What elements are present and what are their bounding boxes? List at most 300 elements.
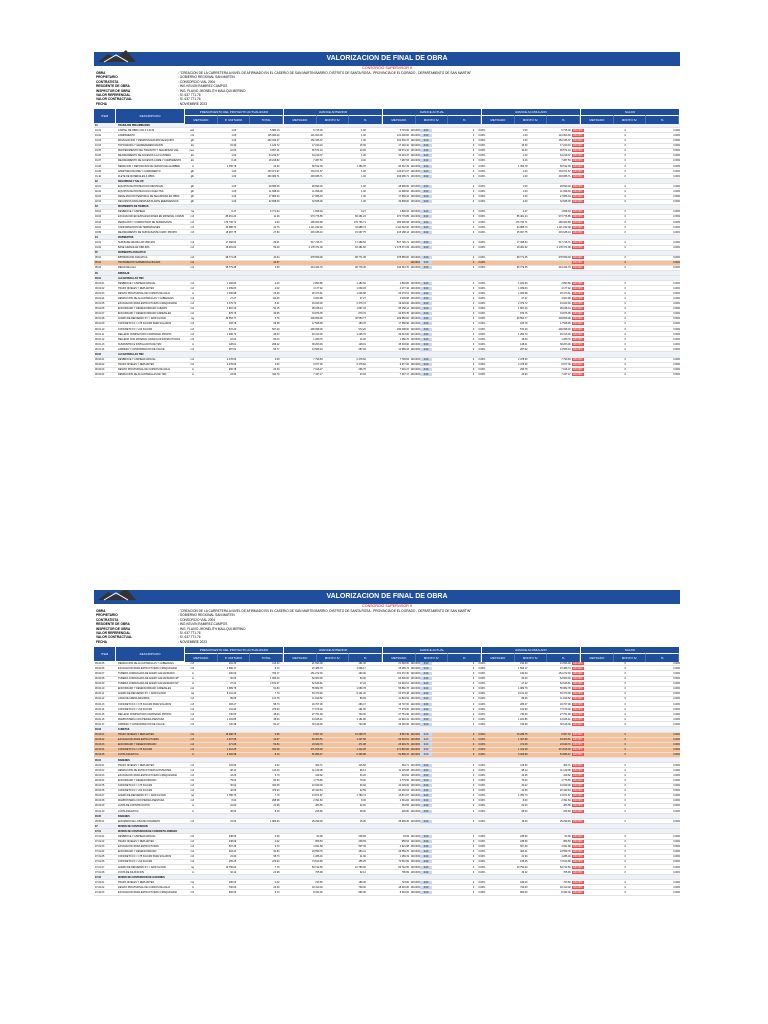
cell-curr-amount: 0 — [472, 671, 475, 675]
cell-prev-metrado: 89.69 — [359, 697, 366, 701]
cell-prev-pct: 100.00% — [410, 266, 421, 270]
cell-prev-metrado: 700.00 — [358, 885, 366, 889]
cell-bal-pct: 0.00% — [673, 753, 680, 757]
cell-prev-metrado: 23.93 — [359, 373, 366, 377]
cell-prev-amount: 9 977.00 — [399, 363, 410, 367]
cell-prev-metrado: 155.25 — [358, 860, 366, 864]
cell-description: ACERO DE REFUERZO FY = 4200 KG/CM2 — [118, 317, 166, 321]
cell-unit: m — [192, 677, 194, 681]
cell-unit: m — [192, 682, 194, 686]
header-subcol: % — [547, 653, 580, 662]
cell-curr-amount: 0 — [472, 144, 475, 148]
cell-curr-pct: 0.00% — [478, 687, 486, 691]
cell-curr-metrado: 0.00 — [420, 159, 432, 162]
cell-metrado: 32.12 — [230, 870, 237, 874]
cell-item: 06.04.04 — [95, 778, 105, 782]
cell-metrado: 2 478.60 — [226, 363, 237, 367]
cell-bal-pct: 0.00% — [673, 139, 681, 143]
cell-prev-amount: 44 946.41 — [398, 717, 410, 721]
cell-prev-metrado: 2 478.60 — [356, 363, 366, 367]
cell-curr-metrado: 0.00 — [420, 789, 432, 792]
cell-curr-amount: 0 — [472, 809, 475, 813]
cell-acc-amount: 7 287.53 — [561, 159, 571, 163]
cell-bal-metrado: 0 — [624, 149, 626, 153]
cell-unit: m2 — [190, 778, 194, 782]
meta-value: : "CREACION DE LA CARRETERA A NIVEL DE AFIRMADO EN EL CASERIO DE SAN MARTIN BARRIO, DISTRITO DE SANTA ROSA - PROVINCIA DE EL DORADO - DEPARTAMENTO DE SAN MARTIN" — [178, 71, 472, 75]
cell-unit-price: 51.84 — [273, 687, 280, 691]
cell-item: 02.02 — [95, 190, 101, 194]
company-logo-icon — [96, 46, 138, 64]
cell-description: JUNTA DE DILATACION — [118, 870, 145, 874]
cell-prev-pct: 100.00% — [410, 860, 421, 864]
cell-total: 16 707.00 — [311, 702, 323, 706]
cell-acc-pct: 100.00% — [572, 286, 583, 290]
meta-key: CONTRATISTA — [96, 617, 119, 622]
cell-metrado: 98 771.45 — [225, 256, 237, 260]
header-subcol: % — [448, 653, 481, 662]
cell-curr-pct: 0.00% — [478, 865, 486, 869]
cell-acc-pct: 100.00% — [572, 799, 583, 803]
cell-curr-amount: 0 — [472, 256, 475, 260]
cell-item: 06.04.08 — [95, 799, 105, 803]
cell-curr-amount: 0 — [472, 139, 475, 143]
cell-curr-amount: 0 — [472, 246, 475, 250]
cell-curr-pct: 0.00% — [478, 337, 486, 341]
cell-acc-pct: 100.00% — [572, 149, 583, 153]
cell-bal-metrado: 0 — [624, 281, 626, 285]
cell-prev-amount: 23 949.70 — [398, 743, 410, 747]
cell-metrado: 860.00 — [228, 891, 237, 895]
header-group-title: AVANCE ANTERIOR — [284, 647, 382, 653]
cell-curr-amount: 0 — [472, 317, 475, 321]
cell-description: DEMOLICION DE ESTRUCTURAS EXISTENTES — [118, 768, 172, 772]
cell-bal-pct: 0.00% — [673, 870, 680, 874]
cell-curr-pct: 0.00% — [478, 261, 486, 265]
cell-bal-metrado: 0 — [624, 870, 626, 874]
cell-curr-pct: 0.00% — [478, 773, 486, 777]
cell-curr-amount: 0 — [472, 768, 475, 772]
cell-metrado: 16.00 — [230, 337, 237, 341]
cell-prev-metrado: 27.22 — [359, 682, 366, 686]
cell-prev-amount: 51 896.47 — [398, 753, 410, 757]
cell-prev-pct: 100.00% — [410, 717, 421, 721]
cell-prev-amount: 48 690.00 — [398, 184, 410, 188]
cell-acc-metrado: 21.90 — [521, 855, 528, 859]
cell-bal-metrado: 0 — [624, 240, 626, 244]
cell-description: TUBERIA CORRUGADA DE ACERO GALVANIZADO 48" — [118, 677, 179, 681]
cell-curr-metrado: 0.00 — [420, 261, 432, 264]
cell-item: 06.02.16 — [95, 717, 105, 721]
cell-unit-price: 9.70 — [274, 845, 280, 849]
cell-prev-metrado: 30.02 — [359, 784, 366, 788]
cell-bal-pct: 0.00% — [673, 860, 680, 864]
cell-bal-pct: 0.00% — [673, 789, 680, 793]
cell-item: 06.01.10 — [95, 327, 105, 331]
cell-unit-price: 10.04 — [273, 256, 280, 260]
cell-acc-amount: 93.09 — [564, 834, 571, 838]
page-1-subtitle: CONSORCIO SUPERVISOR II — [362, 66, 412, 70]
cell-prev-amount: 705.99 — [401, 870, 410, 874]
cell-metrado: 60.00 — [230, 677, 237, 681]
cell-description: IMPRIMACION ASFALTICA — [118, 256, 148, 260]
cell-description: RELLENO CON MATERIAL GRANULAR ESTRUCTURAS — [118, 337, 181, 341]
cell-total: 1 111 242.00 — [309, 225, 323, 229]
cell-total: 7 016.27 — [313, 368, 323, 372]
cell-curr-metrado: 0.00 — [420, 144, 432, 147]
header-subcol: MONTO S/. — [416, 115, 449, 124]
cell-unit: m3 — [190, 702, 194, 706]
cell-curr-metrado: 0.00 — [420, 697, 432, 700]
cell-bal-pct: 0.00% — [673, 865, 680, 869]
cell-prev-metrado: 1.00 — [361, 128, 366, 132]
cell-acc-metrado: 23.93 — [521, 373, 528, 377]
cell-acc-metrado: 720.48 — [520, 722, 528, 726]
meta-key: INSPECTOR DE OBRA — [96, 626, 131, 631]
cell-prev-amount: 62 649.61 — [398, 682, 410, 686]
cell-acc-metrado: 2 478.60 — [518, 358, 528, 362]
cell-prev-amount: 7 437.17 — [399, 373, 410, 377]
cell-unit-price: 298.98 — [272, 799, 280, 803]
cell-acc-amount: 48 690.00 — [559, 184, 571, 188]
cell-curr-amount: 0 — [472, 860, 475, 864]
cell-bal-metrado: 0 — [624, 210, 626, 214]
cell-bal-pct: 0.00% — [673, 692, 680, 696]
cell-prev-metrado: 15 097.75 — [355, 230, 366, 234]
cell-item: 01.05 — [95, 149, 101, 153]
cell-acc-amount: 464.71 — [563, 763, 571, 767]
header-subcol: % — [349, 653, 382, 662]
cell-acc-pct: 100.00% — [572, 773, 583, 777]
cell-unit: m2 — [190, 733, 194, 737]
cell-curr-metrado: 0.00 — [420, 723, 432, 726]
cell-acc-metrado: 1.00 — [522, 190, 528, 194]
cell-prev-metrado: 161.90 — [358, 707, 366, 711]
cell-prev-amount: 13 871.87 — [398, 794, 410, 798]
cell-acc-pct: 100.00% — [572, 240, 583, 244]
cell-item: 05.01 — [95, 256, 101, 260]
cell-acc-amount: 973 776.85 — [558, 215, 571, 219]
cell-curr-metrado: 0.00 — [420, 343, 432, 346]
cell-prev-pct: 100.00% — [410, 312, 421, 316]
cell-curr-amount: 0 — [472, 850, 475, 854]
cell-unit-price: 59.40 — [273, 246, 280, 250]
cell-description: MEJORAMIENTO DE ACCESOS A LA CANTERA — [118, 154, 171, 158]
cell-acc-amount: 49 313.00 — [559, 332, 571, 336]
cell-curr-amount: 0 — [472, 225, 475, 229]
cell-curr-pct: 0.00% — [478, 794, 486, 798]
cell-acc-amount: 1 828.34 — [561, 210, 571, 214]
cell-acc-amount: 959.53 — [563, 840, 571, 844]
cell-metrado: 10 750.00 — [225, 865, 237, 869]
cell-curr-amount: 0 — [472, 200, 475, 204]
cell-unit-price: 8.10 — [274, 753, 280, 757]
cell-total: 4 177.42 — [313, 286, 323, 290]
meta-key: CONTRATISTA — [96, 79, 119, 84]
cell-curr-amount: 0 — [472, 373, 475, 377]
cell-acc-metrado: 860.00 — [520, 891, 528, 895]
cell-description: DESVIO PROVISIONAL DE CURSOS DE AGUA — [118, 885, 170, 889]
cell-curr-pct: 0.00% — [478, 784, 486, 788]
cell-acc-amount: 121 000.00 — [558, 133, 571, 137]
cell-acc-pct: 100.00% — [572, 809, 583, 813]
cell-acc-pct: 100.00% — [572, 154, 583, 158]
cell-acc-pct: 100.00% — [572, 261, 583, 265]
cell-acc-amount: 286 000.68 — [558, 220, 571, 224]
cell-curr-amount: 0 — [472, 738, 475, 742]
cell-item: 07.01.04 — [95, 850, 105, 854]
cell-curr-pct: 0.00% — [478, 840, 486, 844]
cell-description: DEMOLICION DE ALCANTARILLAS Y CABEZALES — [118, 296, 174, 300]
cell-curr-amount: 0 — [472, 799, 475, 803]
cell-description: CONCRETO FC = 175 KG/CM2 PARA SOLADOS — [118, 855, 172, 859]
cell-metrado: 79.00 — [230, 778, 237, 782]
cell-total: 74 510.69 — [311, 860, 323, 864]
cell-curr-pct: 0.00% — [478, 789, 486, 793]
cell-acc-amount: 16 707.00 — [559, 702, 571, 706]
cell-metrado: 1 897.43 — [226, 307, 237, 311]
cell-prev-pct: 100.00% — [410, 154, 421, 158]
cell-curr-pct: 0.00% — [478, 677, 486, 681]
cell-item: 07.01.03 — [95, 845, 105, 849]
cell-prev-amount: 25 299.45 — [398, 819, 410, 823]
cell-bal-metrado: 0 — [624, 784, 626, 788]
cell-acc-pct: 100.00% — [572, 865, 583, 869]
cell-bal-pct: 0.00% — [673, 834, 680, 838]
cell-prev-amount: 63 303.51 — [398, 738, 410, 742]
cell-description: MUROS DE CONTENCION DE CONCRETO ARMADO — [118, 829, 178, 833]
cell-prev-amount: 8 567.30 — [399, 733, 410, 737]
cell-total: 27 761.90 — [311, 712, 323, 716]
cell-item: 06.04 — [95, 758, 101, 762]
cell-prev-amount: 55 882.78 — [398, 687, 410, 691]
cell-curr-amount: 0 — [472, 327, 475, 331]
cell-prev-pct: 100.00% — [410, 794, 421, 798]
cell-unit-price: 38.03 — [273, 717, 280, 721]
cell-curr-amount: 0 — [472, 154, 475, 158]
table-row — [94, 373, 680, 378]
cell-prev-pct: 100.00% — [410, 133, 421, 137]
cell-bal-metrado: 0 — [624, 712, 626, 716]
header-group — [482, 647, 581, 661]
cell-total: 226.80 — [315, 809, 323, 813]
cell-metrado: 36 553.77 — [225, 317, 237, 321]
cell-acc-metrado: 1 407.68 — [518, 738, 528, 742]
cell-bal-pct: 0.00% — [673, 368, 681, 372]
cell-curr-pct: 0.00% — [478, 296, 486, 300]
cell-description: EXCAVACION EN EXPLANACIONES EN MATERIAL COMUN — [118, 215, 184, 219]
cell-total: 5 715.00 — [313, 128, 323, 132]
cell-curr-metrado: 0.00 — [420, 139, 432, 142]
cell-curr-metrado: 0.00 — [420, 215, 432, 218]
cell-unit: m3 — [190, 748, 194, 752]
cell-bal-pct: 0.00% — [673, 327, 681, 331]
cell-total: 493 086.71 — [310, 174, 323, 178]
cell-acc-pct: 100.00% — [572, 128, 583, 132]
cell-curr-pct: 0.00% — [478, 880, 486, 884]
cell-bal-metrado: 0 — [624, 794, 626, 798]
cell-prev-amount: 1 111 242.00 — [395, 225, 410, 229]
cell-curr-metrado: 0.00 — [420, 799, 432, 802]
cell-description: DEMOLICION DE ALCANTARILLAS DE TMC — [118, 373, 167, 377]
cell-unit: m3 — [190, 738, 194, 742]
cell-total: 25 299.45 — [311, 819, 323, 823]
cell-item: 06.03 — [95, 728, 101, 732]
cell-prev-pct: 100.00% — [410, 784, 421, 788]
cell-prev-metrado: 8 131.40 — [356, 692, 366, 696]
cell-curr-metrado: 0.00 — [420, 333, 432, 336]
cell-bal-pct: 0.00% — [673, 784, 680, 788]
cell-prev-metrado: 507.39 — [358, 845, 366, 849]
cell-prev-metrado: 15.30 — [359, 144, 366, 148]
cell-curr-pct: 0.00% — [478, 733, 486, 737]
cell-bal-pct: 0.00% — [673, 332, 681, 336]
cell-curr-pct: 0.00% — [478, 302, 486, 306]
cell-curr-metrado: 0.00 — [420, 850, 432, 853]
cell-curr-amount: 0 — [472, 337, 475, 341]
cell-description: RELLENO COMPACTADO C/MATERIAL PROPIO — [118, 712, 172, 716]
cell-item: 07.01.05 — [95, 855, 105, 859]
cell-bal-pct: 0.00% — [673, 154, 681, 158]
cell-acc-metrado: 89.69 — [521, 697, 528, 701]
cell-curr-amount: 0 — [472, 230, 475, 234]
cell-prev-amount: 11 698.00 — [398, 190, 410, 194]
cell-acc-pct: 100.00% — [572, 850, 583, 854]
cell-acc-pct: 100.00% — [572, 322, 583, 326]
cell-acc-metrado: 27.22 — [521, 682, 528, 686]
cell-acc-amount: 133 071.67 — [558, 169, 571, 173]
cell-acc-amount: 290 098.00 — [558, 327, 571, 331]
cell-unit: m3 — [190, 661, 194, 665]
header-subcol: MONTO S/. — [317, 115, 350, 124]
cell-bal-pct: 0.00% — [673, 342, 681, 346]
cell-curr-metrado: 0.00 — [420, 338, 432, 341]
cell-metrado: 155.25 — [228, 860, 237, 864]
cell-acc-metrado: 1 181.86 — [518, 717, 528, 721]
cell-total: 4 921.68 — [313, 845, 323, 849]
cell-acc-metrado: 86 461.24 — [516, 215, 528, 219]
cell-curr-amount: 0 — [472, 307, 475, 311]
cell-item: 07.01.07 — [95, 865, 105, 869]
cell-acc-metrado: 730.00 — [520, 712, 528, 716]
cell-prev-pct: 100.00% — [410, 327, 421, 331]
cell-curr-metrado: 0.00 — [420, 738, 432, 741]
cell-curr-amount: 0 — [472, 891, 475, 895]
cell-acc-amount: 17 866.34 — [559, 195, 571, 199]
cell-unit-price: 2.43 — [274, 281, 280, 285]
cell-total: 7 287.53 — [313, 159, 323, 163]
cell-acc-pct: 100.00% — [572, 373, 583, 377]
cell-acc-pct: 100.00% — [572, 845, 583, 849]
cell-description: ENCIMADO DE LOSA DE CONCRETO — [118, 819, 161, 823]
cell-acc-metrado: 16.00 — [521, 337, 528, 341]
header-item: ITEM — [94, 647, 116, 661]
page-1-table-header — [94, 109, 680, 123]
cell-curr-pct: 0.00% — [478, 159, 486, 163]
cell-acc-metrado: 8.00 — [522, 799, 528, 803]
cell-curr-pct: 0.00% — [478, 266, 486, 270]
cell-item: 06.02 — [95, 353, 101, 357]
cell-unit-price: 1 686.63 — [270, 819, 280, 823]
cell-curr-pct: 0.00% — [478, 702, 486, 706]
cell-unit-price: 0.56 — [274, 733, 280, 737]
cell-curr-amount: 0 — [472, 266, 475, 270]
cell-unit-price: 7.79 — [274, 865, 280, 869]
cell-total: 96 574.10 — [311, 149, 323, 153]
cell-curr-pct: 0.00% — [478, 768, 486, 772]
cell-prev-metrado: 6 406.98 — [356, 753, 366, 757]
cell-prev-amount: 3 003.98 — [399, 296, 410, 300]
cell-acc-amount: 4 177.42 — [561, 286, 571, 290]
cell-metrado: 23.93 — [230, 373, 237, 377]
cell-acc-pct: 100.00% — [572, 169, 583, 173]
cell-metrado: 22.00 — [230, 804, 237, 808]
cell-unit-price: 11 698.00 — [268, 190, 280, 194]
cell-prev-pct: 100.00% — [410, 200, 421, 204]
header-subcols — [185, 115, 283, 124]
cell-prev-amount: 15 489.73 — [398, 666, 410, 670]
cell-item: 06.02.01 — [95, 358, 105, 362]
cell-acc-metrado: 1.00 — [522, 154, 528, 158]
cell-acc-pct: 100.00% — [572, 195, 583, 199]
cell-curr-amount: 0 — [472, 789, 475, 793]
cell-curr-pct: 0.00% — [478, 753, 486, 757]
cell-bal-metrado: 0 — [624, 347, 626, 351]
cell-prev-metrado: 266.78 — [358, 368, 366, 372]
cell-unit: m3 — [190, 891, 194, 895]
cell-prev-pct: 100.00% — [410, 261, 421, 265]
cell-acc-pct: 100.00% — [572, 682, 583, 686]
cell-acc-metrado: 98 771.45 — [516, 256, 528, 260]
cell-description: TRATAMIENTO SUPERFICIAL BICAPA — [118, 261, 161, 265]
cell-prev-pct: 100.00% — [410, 190, 421, 194]
cell-bal-metrado: 0 — [624, 702, 626, 706]
cell-acc-amount: 471 815.00 — [558, 748, 571, 752]
cell-acc-metrado: 32.12 — [521, 870, 528, 874]
cell-acc-pct: 100.00% — [572, 748, 583, 752]
cell-bal-pct: 0.00% — [673, 799, 680, 803]
cell-acc-pct: 100.00% — [572, 819, 583, 823]
cell-acc-pct: 100.00% — [572, 133, 583, 137]
cell-bal-metrado: 0 — [624, 682, 626, 686]
header-subcol: TOTAL — [250, 115, 283, 124]
cell-curr-pct: 0.00% — [478, 855, 486, 859]
cell-description: ACERO DE REFUERZO FY = 4200 KG/CM2 — [118, 692, 166, 696]
cell-total: 959.53 — [315, 840, 323, 844]
meta-value: : NOVIEMBRE 2023 — [178, 639, 207, 644]
cell-item: 04.02 — [95, 246, 101, 250]
cell-prev-pct: 100.00% — [410, 286, 421, 290]
cell-curr-metrado: 0.00 — [420, 154, 432, 157]
cell-unit: m2 — [190, 363, 194, 367]
meta-key: RESIDENTE DE OBRA — [96, 622, 130, 627]
cell-bal-metrado: 0 — [624, 840, 626, 844]
cell-metrado: 28.00 — [230, 809, 237, 813]
cell-acc-amount: 705.99 — [563, 870, 571, 874]
cell-acc-amount: 4 921.68 — [561, 845, 571, 849]
cell-unit: m3 — [190, 246, 194, 250]
cell-acc-metrado: 27.27 — [521, 296, 528, 300]
cell-bal-metrado: 0 — [624, 778, 626, 782]
cell-curr-metrado: 0.00 — [420, 748, 432, 751]
meta-value: : S/. 637 771.76 — [178, 93, 201, 98]
cell-acc-amount: 3 003.98 — [561, 296, 571, 300]
cell-prev-amount: 4 177.42 — [399, 286, 410, 290]
cell-bal-metrado: 0 — [624, 159, 626, 163]
cell-metrado: 191.30 — [228, 661, 237, 665]
cell-acc-amount: 419.62 — [563, 773, 571, 777]
header-subcol: MONTO S/. — [614, 653, 647, 662]
cell-prev-pct: 100.00% — [410, 850, 421, 854]
